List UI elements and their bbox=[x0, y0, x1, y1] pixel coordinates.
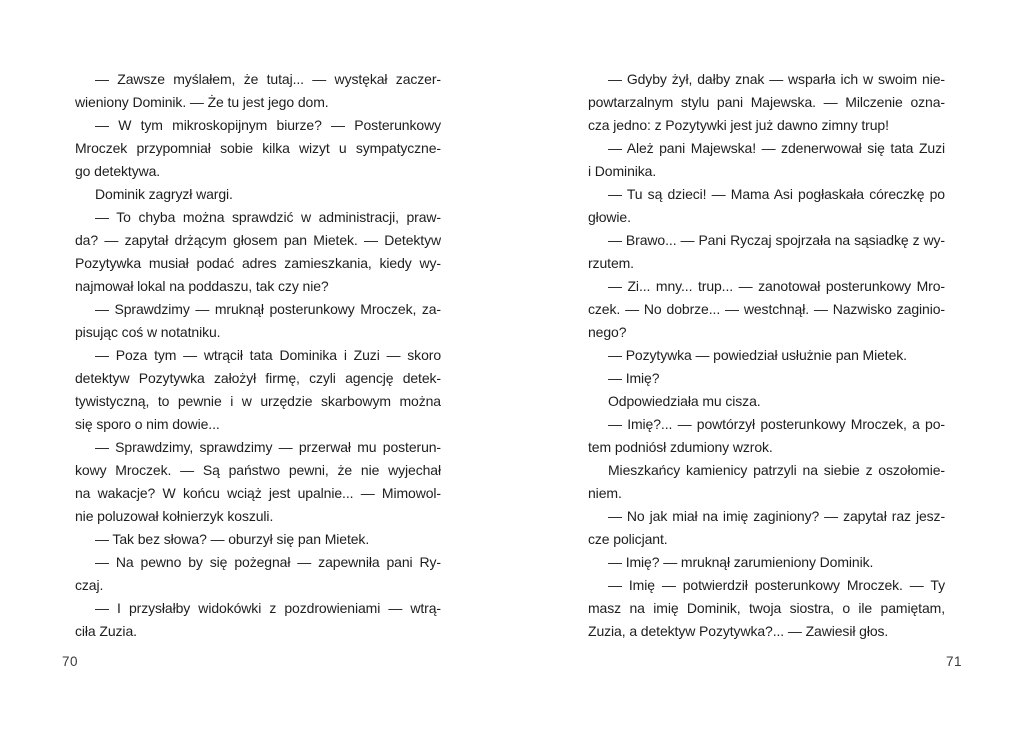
text-line: cza jedno: z Pozytywki jest już dawno zimny trup! bbox=[588, 117, 889, 133]
text-line: nie poluzował kołnierzyk koszuli. bbox=[75, 508, 274, 524]
text-line: — Zawsze myślałem, że tutaj... — wystękał zaczer- bbox=[95, 71, 441, 87]
text-line: głowie. bbox=[588, 209, 631, 225]
text-line: Dominik zagryzł wargi. bbox=[95, 186, 233, 202]
text-line: — Brawo... — Pani Ryczaj spojrzała na sąsiadkę z wy- bbox=[608, 232, 945, 248]
text-line: — Na pewno by się pożegnał — zapewniła pani Ry- bbox=[95, 554, 441, 570]
text-line: najmował lokal na poddaszu, tak czy nie? bbox=[75, 278, 329, 294]
text-line: — Zi... mny... trup... — zanotował posterunkowy Mro- bbox=[608, 278, 945, 294]
text-line: — No jak miał na imię zaginiony? — zapytał raz jesz- bbox=[608, 508, 945, 524]
text-line: Mieszkańcy kamienicy patrzyli na siebie z oszołomie- bbox=[608, 462, 945, 478]
text-line: cze policjant. bbox=[588, 531, 668, 547]
text-line: — Poza tym — wtrącił tata Dominika i Zuzi — skoro bbox=[95, 347, 441, 363]
text-line: wieniony Dominik. — Że tu jest jego dom. bbox=[75, 94, 329, 110]
page-number-left: 70 bbox=[62, 654, 79, 669]
text-line: — I przysłałby widokówki z pozdrowieniami — wtrą- bbox=[95, 600, 441, 616]
page-71 bbox=[588, 68, 945, 643]
text-line: na wakacje? W końcu wciąż jest upalnie... — Mimowol- bbox=[75, 485, 441, 501]
text-line: rzutem. bbox=[588, 255, 634, 271]
text-line: ciła Zuzia. bbox=[75, 623, 137, 639]
text-line: — Gdyby żył, dałby znak — wsparła ich w swoim nie- bbox=[608, 71, 945, 87]
text-line: — Imię — potwierdził posterunkowy Mroczek. — Ty bbox=[608, 577, 945, 593]
text-line: da? — zapytał drżącym głosem pan Mietek. — Detektyw bbox=[75, 232, 441, 248]
text-line: detektyw Pozytywka założył firmę, czyli agencję detek- bbox=[75, 370, 441, 386]
text-line: Odpowiedziała mu cisza. bbox=[608, 393, 761, 409]
text-line: — Imię? bbox=[608, 370, 660, 386]
page-70 bbox=[75, 68, 441, 643]
text-line: go detektywa. bbox=[75, 163, 161, 179]
text-line: Pozytywka musiał podać adres zamieszkania, kiedy wy- bbox=[75, 255, 441, 271]
text-line: — Pozytywka — powiedział usłużnie pan Mietek. bbox=[608, 347, 907, 363]
text-line: nego? bbox=[588, 324, 627, 340]
text-line: powtarzalnym stylu pani Majewska. — Milczenie ozna- bbox=[588, 94, 945, 110]
text-line: i Dominika. bbox=[588, 163, 657, 179]
text-line: — Tak bez słowa? — oburzył się pan Mietek. bbox=[95, 531, 370, 547]
text-line: masz na imię Dominik, twoja siostra, o ile pamiętam, bbox=[588, 600, 945, 616]
text-line: Mroczek przypomniał sobie kilka wizyt u sympatyczne- bbox=[75, 140, 441, 156]
text-line: — Sprawdzimy — mruknął posterunkowy Mroczek, za- bbox=[95, 301, 441, 317]
text-line: tem podniósł zdumiony wzrok. bbox=[588, 439, 773, 455]
text-line: się sporo o nim dowie... bbox=[75, 416, 220, 432]
text-line: — Imię? — mruknął zarumieniony Dominik. bbox=[608, 554, 874, 570]
page-70-text bbox=[75, 68, 441, 643]
text-line: — Tu są dzieci! — Mama Asi pogłaskała córeczkę po bbox=[608, 186, 945, 202]
text-line: czaj. bbox=[75, 577, 104, 593]
text-line: niem. bbox=[588, 485, 622, 501]
text-line: — To chyba można sprawdzić w administracji, praw- bbox=[95, 209, 441, 225]
text-line: tywistyczną, to pewnie i w urzędzie skarbowym można bbox=[75, 393, 441, 409]
text-line: kowy Mroczek. — Są państwo pewni, że nie wyjechał bbox=[75, 462, 441, 478]
text-line: — Ależ pani Majewska! — zdenerwował się tata Zuzi bbox=[608, 140, 945, 156]
page-number-right: 71 bbox=[945, 654, 962, 669]
text-line: — Imię?... — powtórzył posterunkowy Mroczek, a po- bbox=[608, 416, 945, 432]
text-line: czek. — No dobrze... — westchnął. — Nazwisko zaginio- bbox=[588, 301, 945, 317]
text-line: — W tym mikroskopijnym biurze? — Posterunkowy bbox=[95, 117, 441, 133]
text-line: Zuzia, a detektyw Pozytywka?... — Zawiesił głos. bbox=[588, 623, 889, 639]
text-line: — Sprawdzimy, sprawdzimy — przerwał mu posterun- bbox=[95, 439, 441, 455]
page-71-text bbox=[588, 68, 945, 643]
text-line: pisując coś w notatniku. bbox=[75, 324, 221, 340]
